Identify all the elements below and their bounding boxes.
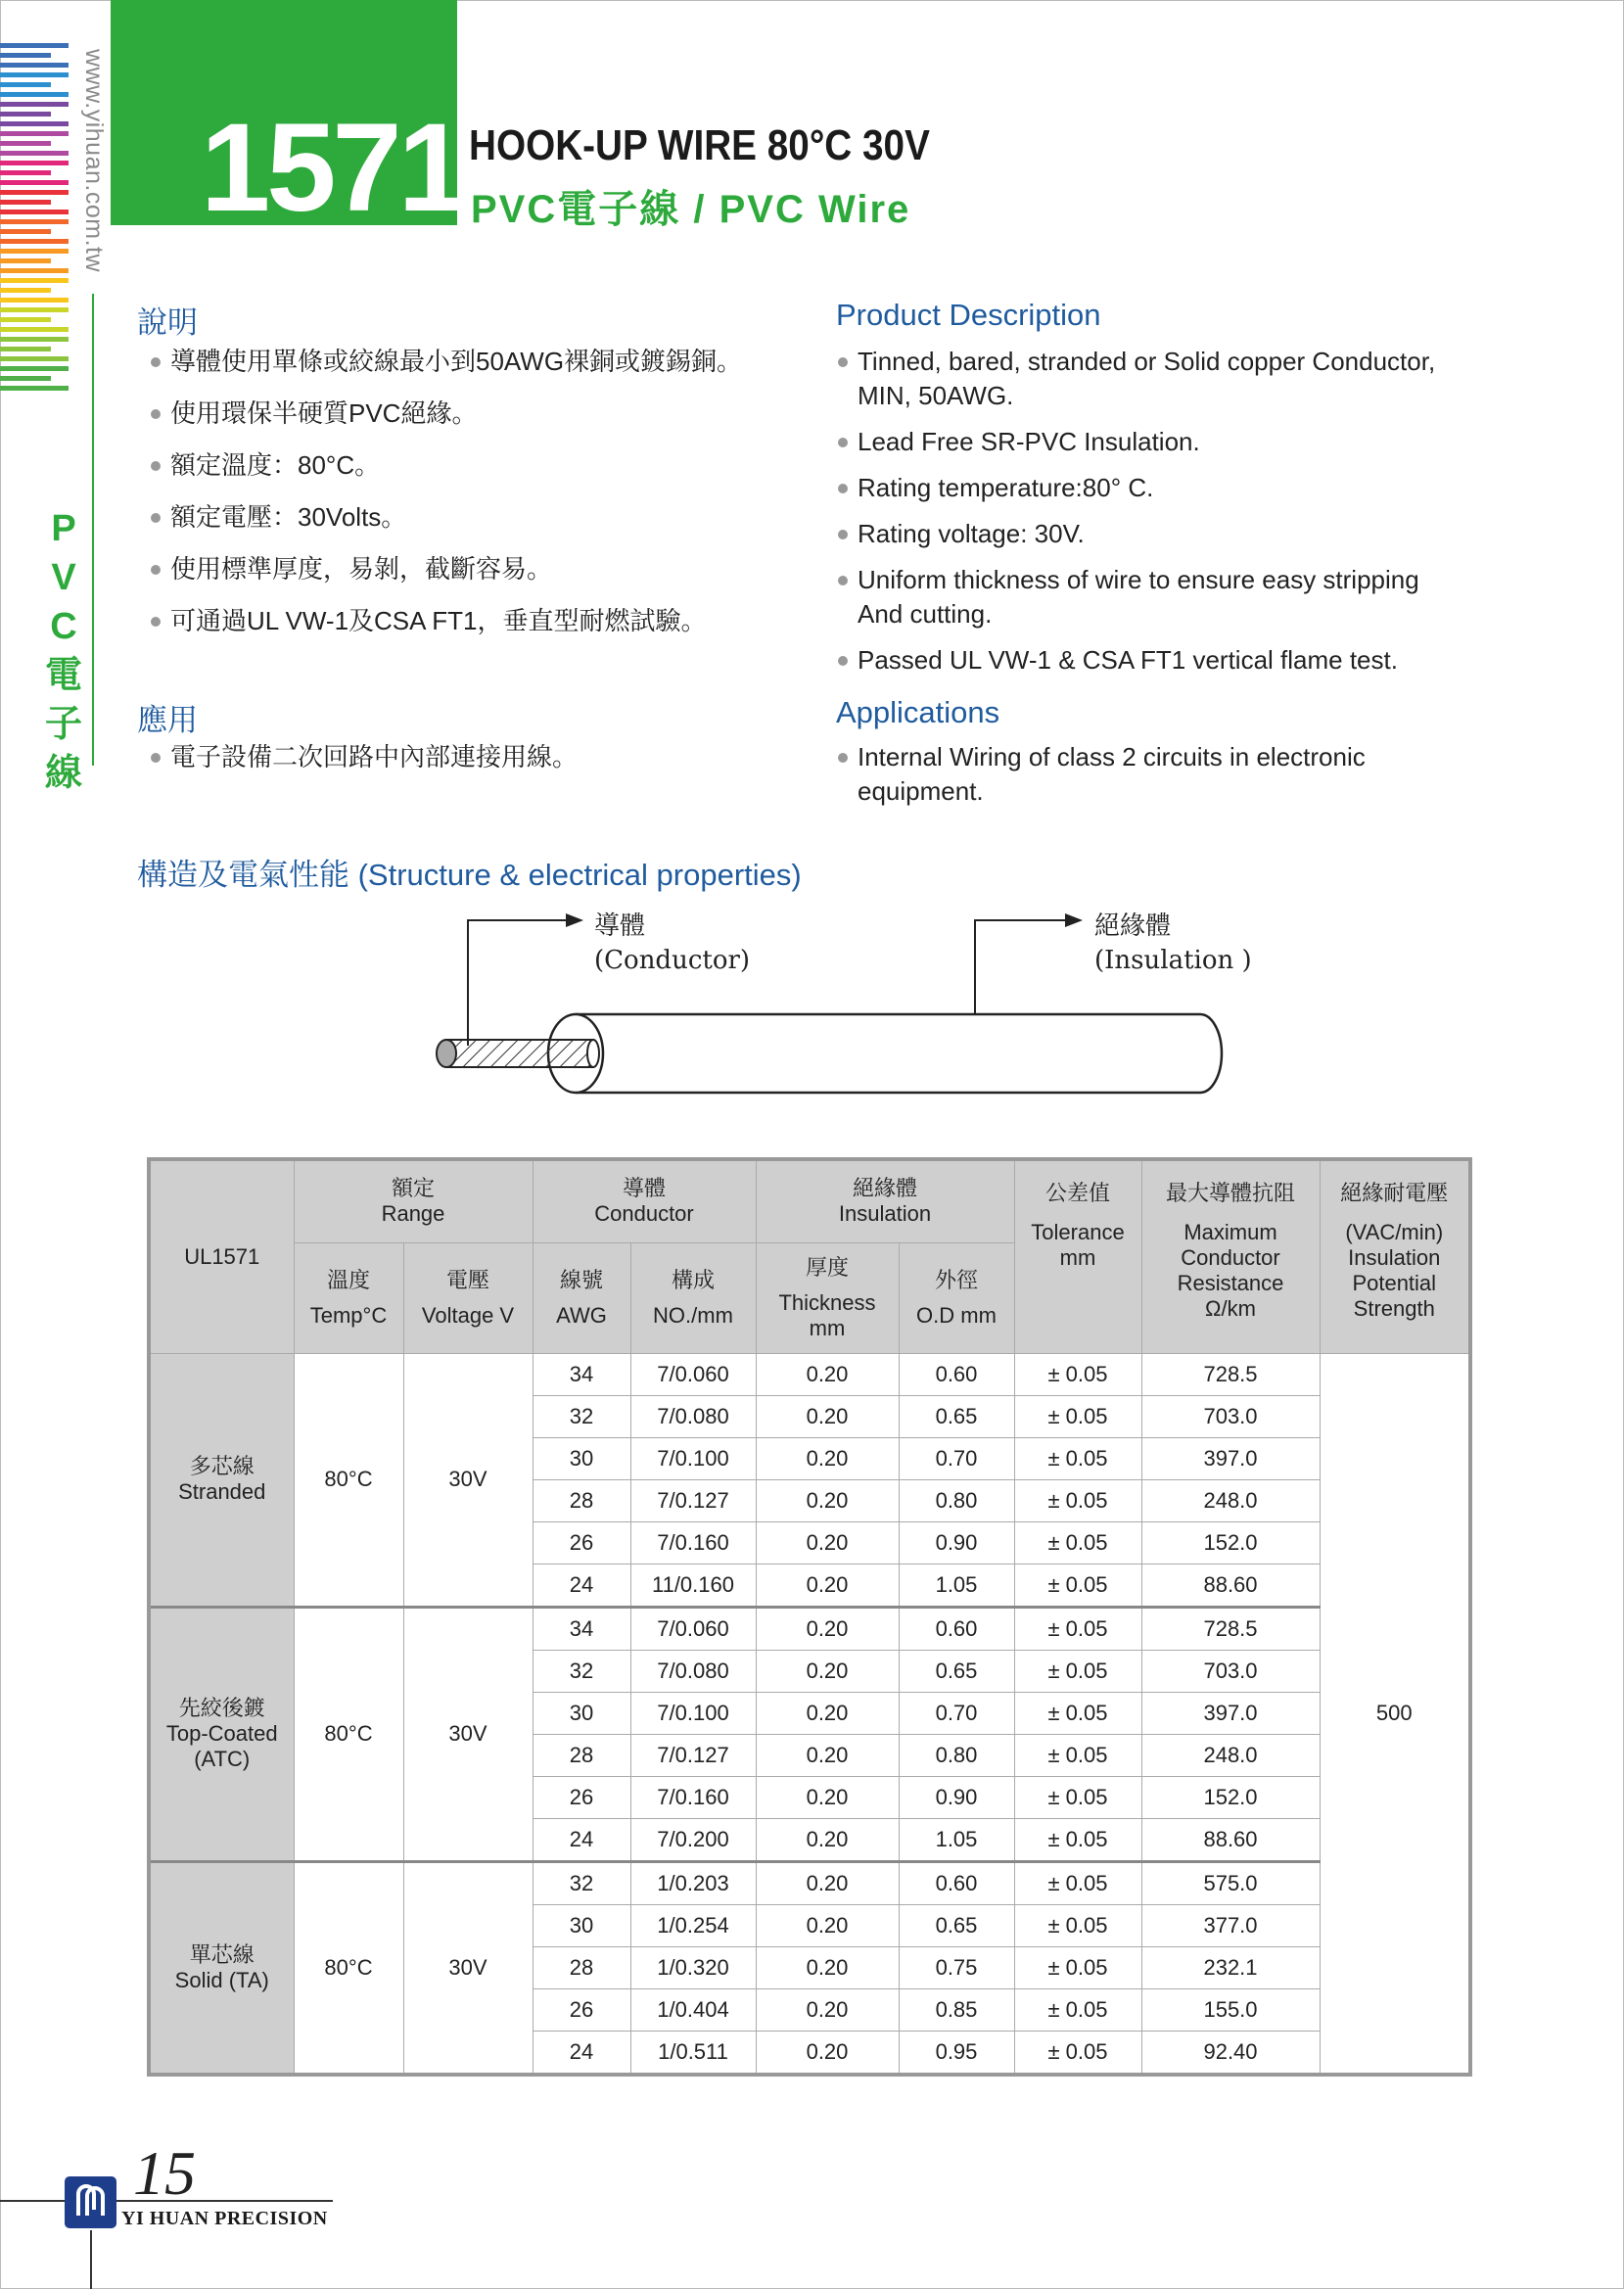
temp-cell: 80°C <box>294 1607 403 1861</box>
temp-cell: 80°C <box>294 1353 403 1607</box>
od-cell: 0.70 <box>899 1692 1014 1734</box>
list-item-text: 使用環保半硬質PVC絕緣。 <box>170 398 478 428</box>
tolerance-cell: ± 0.05 <box>1014 2031 1141 2075</box>
table-corner: UL1571 <box>149 1159 294 1353</box>
resistance-cell: 377.0 <box>1141 1904 1320 1946</box>
list-item-text: 額定電壓：30Volts。 <box>170 502 407 532</box>
bullet-icon <box>151 357 161 367</box>
list-item <box>149 448 795 483</box>
conductor-label-en: (Conductor) <box>594 946 751 975</box>
resistance-cell: 152.0 <box>1141 1521 1320 1564</box>
stripe <box>0 200 51 205</box>
thickness-cell: 0.20 <box>756 1650 899 1692</box>
stripe <box>0 82 51 87</box>
side-divider <box>92 294 94 766</box>
list-item <box>149 397 795 431</box>
thickness-cell: 0.20 <box>756 1521 899 1564</box>
tolerance-cell: ± 0.05 <box>1014 1479 1141 1521</box>
thickness-cell: 0.20 <box>756 1437 899 1479</box>
side-label-char: P <box>51 508 76 549</box>
strand-cell: 7/0.160 <box>630 1521 756 1564</box>
awg-cell: 28 <box>533 1946 630 1988</box>
bullet-icon <box>838 484 848 493</box>
voltage-cell: 30V <box>403 1353 533 1607</box>
conductor-label-zh: 導體 <box>594 911 646 941</box>
awg-cell: 28 <box>533 1734 630 1776</box>
page-subtitle: PVC電子線 / PVC Wire <box>471 188 911 231</box>
tolerance-cell: ± 0.05 <box>1014 1395 1141 1437</box>
bullet-icon <box>838 438 848 447</box>
description-en-list <box>836 345 1521 689</box>
resistance-cell: 88.60 <box>1141 1818 1320 1861</box>
stripe <box>0 131 69 136</box>
list-item <box>836 425 1521 459</box>
resistance-cell: 575.0 <box>1141 1861 1320 1904</box>
side-label-char: C <box>50 606 77 647</box>
bullet-icon <box>151 409 161 419</box>
stripe <box>0 43 69 48</box>
wire-diagram <box>421 901 1263 1106</box>
od-cell: 0.90 <box>899 1776 1014 1818</box>
od-cell: 0.65 <box>899 1650 1014 1692</box>
tolerance-cell: ± 0.05 <box>1014 1650 1141 1692</box>
insulation-header: 絕緣體 Insulation <box>756 1159 1014 1242</box>
tolerance-cell: ± 0.05 <box>1014 1946 1141 1988</box>
company-logo <box>65 2176 116 2228</box>
tolerance-cell: ± 0.05 <box>1014 1776 1141 1818</box>
od-cell: 0.80 <box>899 1479 1014 1521</box>
potential-cell: 500 <box>1320 1353 1470 2075</box>
tolerance-cell: ± 0.05 <box>1014 1734 1141 1776</box>
bullet-icon <box>838 656 848 666</box>
stripe <box>0 239 69 244</box>
group-name-en: (ATC) <box>194 1747 251 1771</box>
structure-heading: 構造及電氣性能 (Structure & electrical properties) <box>137 858 802 892</box>
awg-cell: 26 <box>533 1521 630 1564</box>
stripe <box>0 278 69 283</box>
insulation-label-zh: 絕緣體 <box>1094 911 1172 941</box>
od-cell: 0.65 <box>899 1904 1014 1946</box>
stripe <box>0 317 51 322</box>
tolerance-cell: ± 0.05 <box>1014 1521 1141 1564</box>
bullet-icon <box>838 530 848 539</box>
resistance-cell: 152.0 <box>1141 1776 1320 1818</box>
resistance-cell: 155.0 <box>1141 1988 1320 2031</box>
strand-cell: 7/0.100 <box>630 1692 756 1734</box>
stripe <box>0 337 69 342</box>
conductor-header: 導體 Conductor <box>533 1159 756 1242</box>
group-name-zh: 先絞後鍍 <box>178 1696 265 1720</box>
od-cell: 0.70 <box>899 1437 1014 1479</box>
thickness-cell: 0.20 <box>756 1479 899 1521</box>
list-item <box>149 500 795 535</box>
od-cell: 0.85 <box>899 1988 1014 2031</box>
tolerance-header: 公差值 Tolerance mm <box>1014 1159 1141 1353</box>
group-name-en: Top-Coated <box>165 1721 278 1746</box>
voltage-cell: 30V <box>403 1607 533 1861</box>
stripe <box>0 151 69 156</box>
stripe <box>0 190 69 195</box>
resistance-cell: 703.0 <box>1141 1650 1320 1692</box>
strand-cell: 7/0.060 <box>630 1353 756 1395</box>
strand-cell: 1/0.404 <box>630 1988 756 2031</box>
page-title: HOOK-UP WIRE 80°C 30V <box>469 121 930 169</box>
color-stripes <box>0 43 69 396</box>
od-cell: 1.05 <box>899 1818 1014 1861</box>
thickness-cell: 0.20 <box>756 1353 899 1395</box>
list-item-line: And cutting. <box>858 599 993 629</box>
list-item <box>836 740 1521 809</box>
stripe <box>0 347 51 351</box>
bullet-icon <box>151 565 161 575</box>
side-label-char: 子 <box>44 704 82 745</box>
resistance-cell: 92.40 <box>1141 2031 1320 2075</box>
od-header: 外徑 O.D mm <box>899 1242 1014 1353</box>
bullet-icon <box>838 357 848 367</box>
thickness-cell: 0.20 <box>756 1395 899 1437</box>
awg-cell: 28 <box>533 1479 630 1521</box>
list-item <box>836 517 1521 551</box>
bullet-icon <box>151 753 161 763</box>
stripe <box>0 327 69 332</box>
spec-table <box>147 1157 1472 2077</box>
strand-cell: 7/0.200 <box>630 1818 756 1861</box>
stripe <box>0 72 69 77</box>
stripe <box>0 219 69 224</box>
applications-zh-list <box>149 740 775 792</box>
strand-cell: 7/0.127 <box>630 1479 756 1521</box>
stripe <box>0 141 51 146</box>
group-name-zh: 多芯線 <box>189 1454 255 1478</box>
list-item-text: 可通過UL VW-1及CSA FT1，垂直型耐燃試驗。 <box>170 606 707 635</box>
stripe <box>0 112 51 117</box>
list-item <box>149 740 775 774</box>
strand-cell: 7/0.060 <box>630 1607 756 1650</box>
model-number: 1571 <box>201 98 464 238</box>
temp-header: 溫度 Temp°C <box>294 1242 403 1353</box>
stripe <box>0 268 69 273</box>
list-item-line: Lead Free SR-PVC Insulation. <box>858 427 1200 456</box>
website-url: www.yihuan.com.tw <box>80 49 108 273</box>
awg-cell: 24 <box>533 1818 630 1861</box>
stripe <box>0 210 69 214</box>
stripe <box>0 356 69 361</box>
awg-cell: 24 <box>533 2031 630 2075</box>
stripe <box>0 307 69 312</box>
tolerance-cell: ± 0.05 <box>1014 1607 1141 1650</box>
thickness-cell: 0.20 <box>756 1776 899 1818</box>
thickness-cell: 0.20 <box>756 2031 899 2075</box>
stripe <box>0 180 69 185</box>
od-cell: 0.60 <box>899 1353 1014 1395</box>
stripe <box>0 366 69 371</box>
stripe <box>0 53 51 58</box>
table-row <box>149 1607 1470 1650</box>
awg-cell: 24 <box>533 1564 630 1607</box>
thickness-cell: 0.20 <box>756 1734 899 1776</box>
list-item <box>149 345 795 379</box>
stripe <box>0 386 69 391</box>
resistance-cell: 397.0 <box>1141 1437 1320 1479</box>
group-name-en: Solid (TA) <box>174 1967 269 1992</box>
stripe <box>0 298 69 303</box>
applications-zh-heading: 應用 <box>137 703 198 737</box>
strand-header: 構成 NO./mm <box>630 1242 756 1353</box>
list-item-line: Internal Wiring of class 2 circuits in electronic <box>858 742 1366 771</box>
tolerance-cell: ± 0.05 <box>1014 1904 1141 1946</box>
tolerance-cell: ± 0.05 <box>1014 1818 1141 1861</box>
strand-cell: 1/0.254 <box>630 1904 756 1946</box>
stripe <box>0 102 69 107</box>
strand-cell: 7/0.080 <box>630 1650 756 1692</box>
thickness-cell: 0.20 <box>756 1564 899 1607</box>
thickness-header: 厚度 Thickness mm <box>756 1242 899 1353</box>
description-zh-heading: 說明 <box>137 305 198 340</box>
od-cell: 0.90 <box>899 1521 1014 1564</box>
od-cell: 0.60 <box>899 1861 1014 1904</box>
stripe <box>0 92 69 97</box>
stripe <box>0 249 69 254</box>
side-label-char: V <box>51 557 76 598</box>
bullet-icon <box>151 461 161 471</box>
resistance-cell: 232.1 <box>1141 1946 1320 1988</box>
awg-cell: 32 <box>533 1650 630 1692</box>
stripe <box>0 258 51 263</box>
thickness-cell: 0.20 <box>756 1692 899 1734</box>
od-cell: 0.65 <box>899 1395 1014 1437</box>
thickness-cell: 0.20 <box>756 1904 899 1946</box>
strand-cell: 1/0.203 <box>630 1861 756 1904</box>
stripe <box>0 170 51 175</box>
list-item <box>836 563 1521 631</box>
strand-cell: 7/0.160 <box>630 1776 756 1818</box>
voltage-header: 電壓 Voltage V <box>403 1242 533 1353</box>
strand-cell: 7/0.100 <box>630 1437 756 1479</box>
list-item <box>836 643 1521 677</box>
list-item <box>149 552 795 586</box>
tolerance-cell: ± 0.05 <box>1014 1353 1141 1395</box>
group-name-cell <box>149 1607 294 1861</box>
group-name-cell <box>149 1861 294 2075</box>
list-item-text: 導體使用單條或絞線最小到50AWG裸銅或鍍錫銅。 <box>170 347 743 376</box>
strand-cell: 11/0.160 <box>630 1564 756 1607</box>
tolerance-cell: ± 0.05 <box>1014 1564 1141 1607</box>
list-item-line: Rating voltage: 30V. <box>858 519 1085 548</box>
thickness-cell: 0.20 <box>756 1988 899 2031</box>
table-row <box>149 1861 1470 1904</box>
temp-cell: 80°C <box>294 1861 403 2075</box>
od-cell: 0.80 <box>899 1734 1014 1776</box>
table-row <box>149 1353 1470 1395</box>
awg-cell: 32 <box>533 1861 630 1904</box>
thickness-cell: 0.20 <box>756 1818 899 1861</box>
list-item-line: MIN, 50AWG. <box>858 381 1014 410</box>
awg-cell: 32 <box>533 1395 630 1437</box>
footer-vertical-rule <box>90 2230 92 2289</box>
list-item <box>836 471 1521 505</box>
page-number: 15 <box>133 2138 196 2208</box>
strand-cell: 7/0.127 <box>630 1734 756 1776</box>
description-zh-list <box>149 345 795 656</box>
awg-cell: 34 <box>533 1353 630 1395</box>
thickness-cell: 0.20 <box>756 1607 899 1650</box>
tolerance-cell: ± 0.05 <box>1014 1437 1141 1479</box>
bullet-icon <box>838 753 848 763</box>
applications-en-list <box>836 740 1521 820</box>
od-cell: 1.05 <box>899 1564 1014 1607</box>
company-name: YI HUAN PRECISION <box>121 2208 328 2229</box>
awg-cell: 30 <box>533 1692 630 1734</box>
thickness-cell: 0.20 <box>756 1861 899 1904</box>
tolerance-cell: ± 0.05 <box>1014 1692 1141 1734</box>
side-label-char: 線 <box>44 753 82 794</box>
resistance-cell: 703.0 <box>1141 1395 1320 1437</box>
od-cell: 0.95 <box>899 2031 1014 2075</box>
range-header: 額定 Range <box>294 1159 533 1242</box>
stripe <box>0 63 69 68</box>
awg-cell: 30 <box>533 1904 630 1946</box>
resistance-header: 最大導體抗阻 Maximum Conductor Resistance Ω/km <box>1141 1159 1320 1353</box>
strand-cell: 1/0.320 <box>630 1946 756 1988</box>
side-category-label <box>41 504 86 798</box>
resistance-cell: 728.5 <box>1141 1607 1320 1650</box>
stripe <box>0 376 51 381</box>
applications-en-heading: Applications <box>836 695 1000 729</box>
awg-cell: 30 <box>533 1437 630 1479</box>
group-name-cell <box>149 1353 294 1607</box>
thickness-cell: 0.20 <box>756 1946 899 1988</box>
resistance-cell: 728.5 <box>1141 1353 1320 1395</box>
awg-header: 線號 AWG <box>533 1242 630 1353</box>
list-item <box>836 345 1521 413</box>
list-item-line: equipment. <box>858 776 984 806</box>
list-item-line: Passed UL VW-1 & CSA FT1 vertical flame test. <box>858 645 1398 675</box>
potential-header: 絕緣耐電壓 (VAC/min) Insulation Potential Strength <box>1320 1159 1470 1353</box>
group-name-en: Stranded <box>178 1479 266 1504</box>
resistance-cell: 248.0 <box>1141 1734 1320 1776</box>
insulation-label-en: (Insulation ) <box>1094 946 1252 975</box>
stripe <box>0 288 51 293</box>
bullet-icon <box>151 513 161 523</box>
list-item-line: Uniform thickness of wire to ensure easy stripping <box>858 565 1419 594</box>
stripe <box>0 229 51 234</box>
strand-cell: 7/0.080 <box>630 1395 756 1437</box>
voltage-cell: 30V <box>403 1861 533 2075</box>
resistance-cell: 248.0 <box>1141 1479 1320 1521</box>
awg-cell: 26 <box>533 1776 630 1818</box>
list-item-text: 使用標準厚度，易剝，截斷容易。 <box>170 554 553 584</box>
description-en-heading: Product Description <box>836 298 1101 332</box>
list-item-text: 電子設備二次回路中內部連接用線。 <box>170 742 579 771</box>
list-item <box>149 604 795 638</box>
resistance-cell: 397.0 <box>1141 1692 1320 1734</box>
od-cell: 0.75 <box>899 1946 1014 1988</box>
awg-cell: 34 <box>533 1607 630 1650</box>
strand-cell: 1/0.511 <box>630 2031 756 2075</box>
bullet-icon <box>838 576 848 585</box>
tolerance-cell: ± 0.05 <box>1014 1988 1141 2031</box>
resistance-cell: 88.60 <box>1141 1564 1320 1607</box>
list-item-text: 額定溫度：80°C。 <box>170 450 381 480</box>
bullet-icon <box>151 617 161 627</box>
list-item-line: Rating temperature:80° C. <box>858 473 1154 502</box>
group-name-zh: 單芯線 <box>189 1941 255 1967</box>
od-cell: 0.60 <box>899 1607 1014 1650</box>
side-label-char: 電 <box>44 655 82 696</box>
awg-cell: 26 <box>533 1988 630 2031</box>
stripe <box>0 161 69 165</box>
list-item-line: Tinned, bared, stranded or Solid copper Conductor, <box>858 347 1436 376</box>
stripe <box>0 121 69 126</box>
tolerance-cell: ± 0.05 <box>1014 1861 1141 1904</box>
